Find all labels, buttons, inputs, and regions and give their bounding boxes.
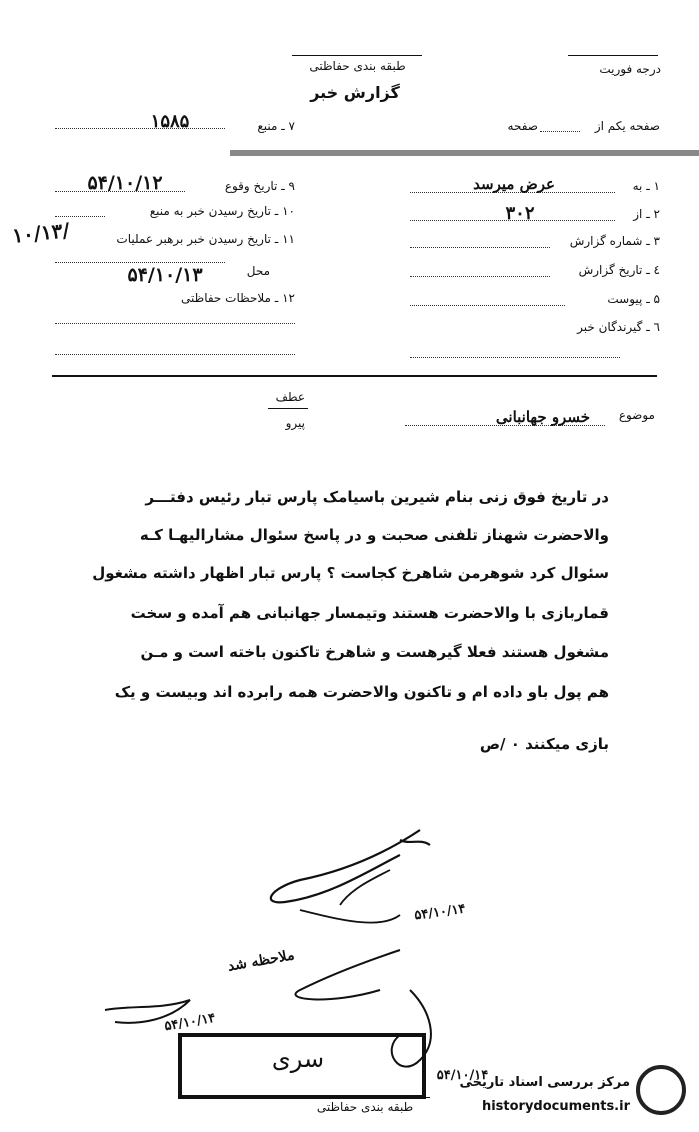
left-margin-note: ۱۰/۱۳/ — [11, 217, 71, 248]
field-source-received-label: ۱۰ ـ تاریخ رسیدن خبر به منبع — [149, 204, 295, 218]
field-recipients-label: ٦ ـ گیرندگان خبر — [577, 320, 660, 334]
field-source-label: ۷ ـ منبع — [257, 119, 295, 133]
field-place-value: ۵۴/۱۰/۱۳ — [127, 264, 203, 286]
field-report-date-dots — [410, 276, 550, 277]
reference-atf-label: عطف — [275, 390, 305, 404]
handwritten-date-3: ۵۴/۱۰/۱۴ — [436, 1068, 489, 1083]
reference-peyro-label: پیرو — [285, 416, 305, 430]
body-line-4: قماربازی با والاحضرت هستند وتیمسار جهانبانی هم آمده و سخت — [130, 604, 609, 622]
page-label: صفحه یکم از — [594, 119, 660, 133]
section-divider — [52, 375, 657, 377]
handwritten-date-1: ۵۴/۱۰/۱۴ — [413, 901, 467, 924]
field-recipients-dots — [410, 357, 620, 358]
field-security-notes-dots-1 — [55, 323, 295, 324]
field-place-label: محل — [246, 264, 270, 278]
footer-rule — [300, 1097, 430, 1098]
urgency-label: درجه فوریت — [599, 62, 661, 76]
field-security-notes-dots-2 — [55, 354, 295, 355]
field-to-label: ۱ ـ به — [632, 179, 660, 193]
field-attachment-label: ۵ ـ پیوست — [607, 292, 660, 306]
reference-rule — [268, 408, 308, 409]
secret-stamp-text: سری — [271, 1045, 325, 1073]
field-report-number-dots — [410, 247, 550, 248]
field-from-value: ۳۰۲ — [505, 203, 535, 224]
field-leader-received-label: ۱۱ ـ تاریخ رسیدن خبر برهبر عملیات — [116, 232, 295, 246]
form-title: گزارش خبر — [310, 83, 400, 102]
field-place-dots-top — [55, 262, 225, 263]
page-number-dots — [540, 131, 580, 132]
field-from-label: ۲ ـ از — [633, 207, 660, 221]
field-report-date-label: ٤ ـ تاریخ گزارش — [578, 263, 660, 277]
field-occurrence-date-value: ۵۴/۱۰/۱۲ — [87, 172, 163, 194]
body-line-1: در تاریخ فوق زنی بنام شیرین باسیامک پارس تبار رئیس دفتـــر — [145, 488, 609, 506]
body-line-5: مشغول هستند فعلا گیرهست و شاهرخ تاکنون باخته است و مـن — [140, 643, 609, 661]
watermark-url: historydocuments.ir — [481, 1099, 630, 1114]
classification-label: طبقه بندی حفاظتی — [309, 59, 406, 73]
subject-value: خسرو جهانبانی — [495, 408, 590, 426]
body-line-3: سئوال کرد شوهرمن شاهرخ کجاست ؟ پارس تبار اظهار داشته مشغول — [92, 564, 609, 582]
header-rule-center — [292, 55, 422, 56]
footer-classification-label: طبقه بندی حفاظتی — [316, 1100, 414, 1114]
field-source-value: ۱۵۸۵ — [150, 111, 190, 132]
handwritten-date-2: ۵۴/۱۰/۱۴ — [163, 1010, 217, 1035]
field-security-notes-label: ۱۲ ـ ملاحظات حفاظتی — [181, 291, 295, 305]
header-rule-right — [568, 55, 658, 56]
watermark-logo-icon — [636, 1065, 686, 1115]
field-to-value: عرض میرسد — [473, 175, 555, 193]
watermark-title: مرکز بررسی اسناد تاریخی — [459, 1075, 630, 1090]
body-line-6: هم پول باو داده ام و تاکنون والاحضرت همه رابرده اند وبیست و یک — [114, 683, 609, 701]
obscured-strip — [230, 150, 699, 156]
field-attachment-dots — [410, 305, 565, 306]
body-line-7: بازی میکنند ۰ /ص — [479, 735, 609, 753]
field-occurrence-date-label: ۹ ـ تاریخ وقوع — [224, 179, 295, 193]
handwritten-noted: ملاحظه شد — [226, 947, 296, 975]
field-report-number-label: ۳ ـ شماره گزارش — [569, 234, 660, 248]
page-suffix: صفحه — [507, 119, 538, 133]
body-line-2: والاحضرت شهناز تلفنی صحبت و در پاسخ سئوال مشارالیهـا کـه — [139, 526, 609, 544]
subject-label: موضوع — [618, 408, 655, 422]
